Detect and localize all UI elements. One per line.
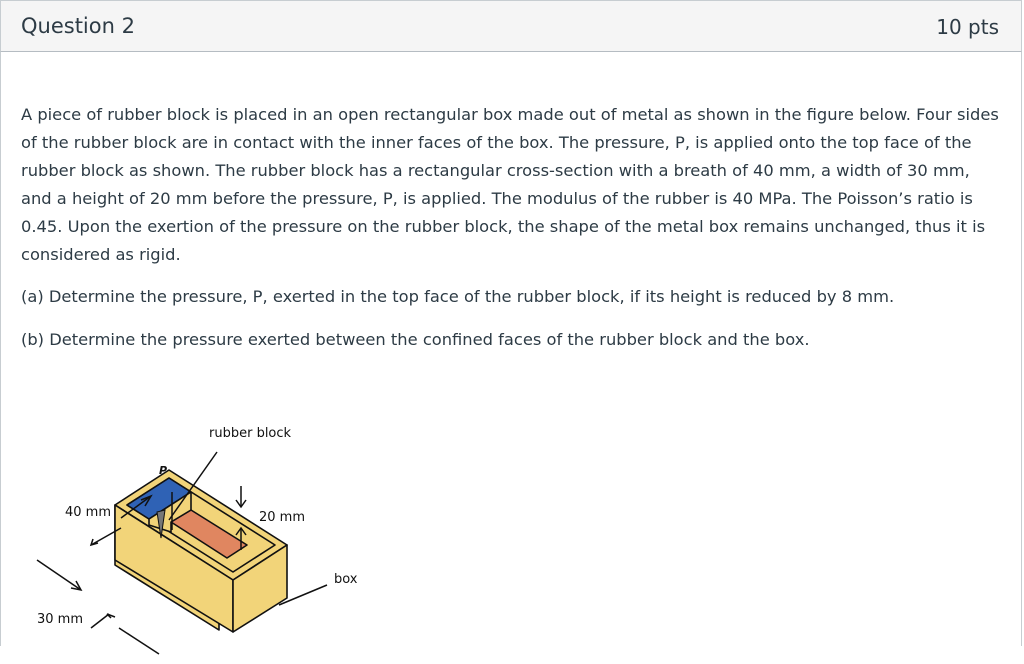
dim-30mm-arrowhead-1 xyxy=(71,581,81,590)
label-p: P xyxy=(159,464,168,477)
question-body xyxy=(0,52,1022,646)
part-a-text: (a) Determine the pressure, P, exerted in the top face of the rubber block, if its height is reduced by 8 mm. xyxy=(21,287,895,306)
question-header xyxy=(0,0,1022,52)
dim-30mm-arrow-1 xyxy=(37,560,81,590)
rubber-block-figure xyxy=(29,370,369,660)
label-20mm: 20 mm xyxy=(259,510,306,525)
label-rubber-block: rubber block xyxy=(209,426,292,441)
dim-30mm-leader xyxy=(91,614,109,628)
label-box: box xyxy=(334,572,358,587)
question-text: A piece of rubber block is placed in an open rectangular box made out of metal as shown in the figure below. Four sides of the rubber block are in contact with the inner faces of the box. The pressure, P, is applied onto the top face of the rubber block as shown. The rubber block has a rectangular cross-section with a breath of 40 mm, a width of 30 mm, and a height of 20 mm before the pressure, P, is applied. The modulus of the rubber is 40 MPa. The Poisson’s ratio is 0.45. Upon the exertion of the pressure on the rubber block, the shape of the metal box remains unchanged, thus it is considered as rigid. xyxy=(21,105,999,264)
label-30mm: 30 mm xyxy=(37,612,84,627)
question-points: 10 pts xyxy=(936,15,999,39)
label-40mm: 40 mm xyxy=(65,505,112,520)
dim-30mm-arrow-2 xyxy=(119,628,159,654)
question-title: Question 2 xyxy=(21,14,135,38)
part-b-text: (b) Determine the pressure exerted between the confined faces of the rubber block and the box. xyxy=(21,330,810,349)
